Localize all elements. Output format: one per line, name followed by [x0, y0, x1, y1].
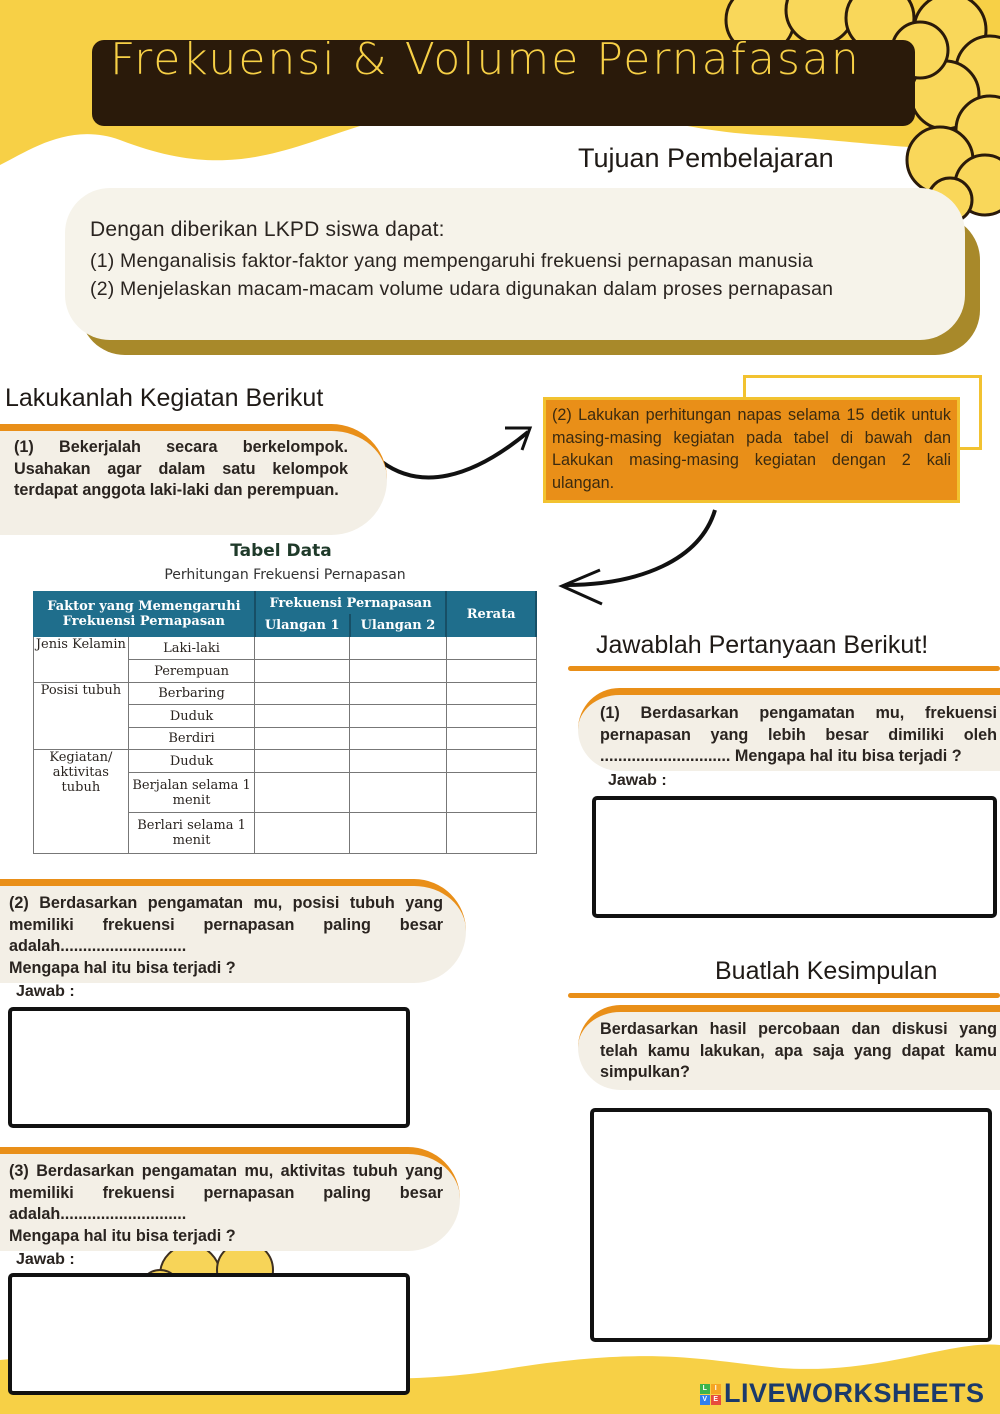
average-input[interactable] [446, 773, 536, 813]
questions-underline [568, 666, 1000, 671]
rep2-input[interactable] [350, 683, 447, 705]
header-rep2: Ulangan 2 [350, 615, 447, 637]
objectives-heading: Tujuan Pembelajaran [578, 143, 834, 173]
table-subtitle: Perhitungan Frekuensi Pernapasan [164, 567, 406, 583]
logo-letter: V [700, 1395, 710, 1405]
conclusion-answer-input[interactable] [590, 1108, 992, 1342]
rep1-input[interactable] [255, 813, 350, 854]
average-input[interactable] [446, 705, 536, 728]
group-label: Kegiatan/ aktivitas tubuh [34, 750, 129, 854]
q1-answer-input[interactable] [592, 796, 997, 918]
rep1-input[interactable] [255, 705, 350, 728]
activities-heading: Lakukanlah Kegiatan Berikut [5, 384, 324, 412]
q1-text: (1) Berdasarkan pengamatan mu, frekuensi pernapasan yang lebih besar dimiliki oleh ............................. Mengapa hal itu bisa terjadi ? [600, 704, 997, 765]
liveworksheets-logo [700, 1378, 985, 1409]
objective-item: (1) Menganalisis faktor-faktor yang mempengaruhi frekuensi pernapasan manusia [90, 250, 814, 272]
table-row [34, 637, 537, 660]
average-input[interactable] [446, 683, 536, 705]
q2-text: (2) Berdasarkan pengamatan mu, posisi tubuh yang memiliki frekuensi pernapasan paling besar adalah............................ [9, 894, 443, 955]
logo-letter: I [711, 1384, 721, 1394]
row-label: Laki-laki [128, 637, 255, 660]
rep1-input[interactable] [255, 750, 350, 773]
conclusion-heading: Buatlah Kesimpulan [715, 957, 938, 985]
q2-block [9, 893, 443, 1002]
step2-card: (2) Lakukan perhitungan napas selama 15 detik untuk masing-masing kegiatan pada tabel di bawah dan Lakukan masing-masing kegiatan dengan 2 kali ulangan. [543, 397, 960, 503]
table-row [34, 750, 537, 773]
rep1-input[interactable] [255, 773, 350, 813]
row-label: Berjalan selama 1 menit [128, 773, 255, 813]
rep2-input[interactable] [350, 773, 447, 813]
logo-letter: L [700, 1384, 710, 1394]
header-frequency: Frekuensi Pernapasan [255, 592, 446, 615]
q3-block [9, 1161, 443, 1270]
curved-arrow-1 [382, 432, 528, 477]
rep2-input[interactable] [350, 750, 447, 773]
average-input[interactable] [446, 637, 536, 660]
q3-answer-input[interactable] [8, 1273, 410, 1395]
conclusion-prompt: Berdasarkan hasil percobaan dan diskusi yang telah kamu lakukan, apa saja yang dapat kamu simpulkan? [600, 1020, 997, 1081]
objectives-intro: Dengan diberikan LKPD siswa dapat: [90, 218, 445, 241]
objective-item: (2) Menjelaskan macam-macam volume udara digunakan dalam proses pernapasan [90, 278, 834, 300]
questions-heading: Jawablah Pertanyaan Berikut! [596, 631, 929, 659]
rep2-input[interactable] [350, 813, 447, 854]
page-title: Frekuensi & Volume Pernafasan [110, 34, 861, 85]
conclusion-underline [568, 993, 1000, 998]
rep1-input[interactable] [255, 728, 350, 750]
rep2-input[interactable] [350, 637, 447, 660]
group-label: Jenis Kelamin [34, 637, 129, 683]
average-input[interactable] [446, 660, 536, 683]
step1-text: (1) Bekerjalah secara berkelompok. Usahakan agar dalam satu kelompok terdapat anggota laki-laki dan perempuan. [14, 438, 348, 499]
row-label: Berbaring [128, 683, 255, 705]
q2-answer-input[interactable] [8, 1007, 410, 1128]
table-title: Tabel Data [230, 541, 332, 561]
rep1-input[interactable] [255, 683, 350, 705]
brand-name: LIVEWORKSHEETS [724, 1378, 985, 1408]
table-row [34, 683, 537, 705]
rep1-input[interactable] [255, 637, 350, 660]
row-label: Berdiri [128, 728, 255, 750]
average-input[interactable] [446, 813, 536, 854]
q3-why: Mengapa hal itu bisa terjadi ? [9, 1226, 236, 1245]
q3-answer-label: Jawab : [16, 1251, 75, 1268]
q1-answer-label: Jawab : [608, 771, 667, 789]
q2-answer-label: Jawab : [16, 983, 75, 1000]
rep2-input[interactable] [350, 728, 447, 750]
average-input[interactable] [446, 750, 536, 773]
row-label: Perempuan [128, 660, 255, 683]
data-table [33, 591, 537, 854]
logo-mark-icon [700, 1384, 721, 1405]
rep1-input[interactable] [255, 660, 350, 683]
header-factor: Faktor yang Memengaruhi Frekuensi Pernapasan [34, 592, 255, 637]
group-label: Posisi tubuh [34, 683, 129, 750]
arrow-head-2 [562, 570, 602, 604]
logo-letter: E [711, 1395, 721, 1405]
rep2-input[interactable] [350, 660, 447, 683]
header-rep1: Ulangan 1 [255, 615, 350, 637]
q3-text: (3) Berdasarkan pengamatan mu, aktivitas tubuh yang memiliki frekuensi pernapasan paling besar adalah............................ [9, 1162, 443, 1223]
row-label: Duduk [128, 705, 255, 728]
average-input[interactable] [446, 728, 536, 750]
rep2-input[interactable] [350, 705, 447, 728]
row-label: Duduk [128, 750, 255, 773]
header-average: Rerata [446, 592, 536, 637]
row-label: Berlari selama 1 menit [128, 813, 255, 854]
q1-block [600, 703, 997, 791]
q2-why: Mengapa hal itu bisa terjadi ? [9, 958, 236, 977]
